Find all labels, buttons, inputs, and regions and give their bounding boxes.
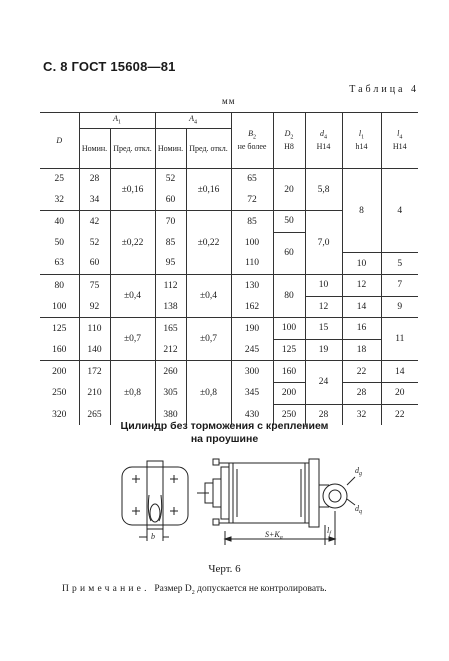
cell-l1: 16 (342, 318, 381, 340)
cell-A1: 34 (79, 190, 110, 211)
cell-B2: 245 (231, 339, 273, 361)
cell-l4: 4 (381, 169, 418, 253)
cell-l4: 22 (381, 404, 418, 425)
cell-A4-tol: ±0,8 (186, 361, 231, 425)
table-label: Таблица 4 (349, 84, 419, 95)
cell-A4: 138 (155, 296, 186, 318)
cell-l4: 20 (381, 382, 418, 404)
drawing-title (0, 420, 449, 446)
cell-l4: 5 (381, 253, 418, 275)
page-header: С. 8 ГОСТ 15608—81 (43, 59, 176, 74)
cell-d4: 7,0 (305, 211, 342, 275)
cell-d4: 24 (305, 361, 342, 404)
cell-l1: 8 (342, 169, 381, 253)
cell-A1: 42 (79, 211, 110, 233)
cell-l4: 9 (381, 296, 418, 318)
cell-B2: 65 (231, 169, 273, 190)
cell-D2: 50 (273, 211, 305, 233)
cell-A1: 110 (79, 318, 110, 340)
cell-D: 50 (40, 232, 79, 253)
cell-A4-tol: ±0,4 (186, 274, 231, 317)
cell-A1: 140 (79, 339, 110, 361)
cell-B2: 100 (231, 232, 273, 253)
label-lf: $l_f$ (327, 526, 331, 537)
cell-B2: 72 (231, 190, 273, 211)
cell-l1: 14 (342, 296, 381, 318)
cell-D2: 160 (273, 361, 305, 383)
col-header-A4-pred: Пред. откл. (186, 129, 231, 169)
cell-D2: 20 (273, 169, 305, 211)
drawing-caption: Черт. 6 (208, 563, 241, 575)
cell-A1-tol: ±0,4 (110, 274, 155, 317)
cell-A4-tol: ±0,7 (186, 318, 231, 361)
footnote-sub: 2 (191, 589, 195, 596)
col-header-A4-nom: Номин. (155, 129, 186, 169)
cell-D: 63 (40, 253, 79, 275)
cell-B2: 345 (231, 382, 273, 404)
cell-D: 100 (40, 296, 79, 318)
cell-l4: 14 (381, 361, 418, 383)
cell-B2: 110 (231, 253, 273, 275)
cell-D2: 100 (273, 318, 305, 340)
col-header-A4: $A_4$ (155, 113, 231, 129)
label-dq: $d_q$ (355, 504, 362, 515)
footnote (62, 584, 327, 596)
cell-D2: 60 (273, 232, 305, 274)
units-label: мм (222, 96, 236, 106)
cell-d4: 19 (305, 339, 342, 361)
cell-l1: 12 (342, 274, 381, 296)
cell-l4: 7 (381, 274, 418, 296)
cell-l1: 10 (342, 253, 381, 275)
cell-A4: 260 (155, 361, 186, 383)
col-header-A1-nom: Номин. (79, 129, 110, 169)
cell-D: 250 (40, 382, 79, 404)
col-header-d4: $d_4$ H14 (305, 113, 342, 169)
cell-D: 160 (40, 339, 79, 361)
cell-D: 125 (40, 318, 79, 340)
cell-A1: 60 (79, 253, 110, 275)
cell-D2: 200 (273, 382, 305, 404)
label-b: b (151, 532, 155, 541)
cell-D: 32 (40, 190, 79, 211)
cell-A1: 75 (79, 274, 110, 296)
cell-d4: 28 (305, 404, 342, 425)
cell-A1: 210 (79, 382, 110, 404)
cell-B2: 190 (231, 318, 273, 340)
cell-B2: 130 (231, 274, 273, 296)
col-header-l4: $l_4$ H14 (381, 113, 418, 169)
cell-D: 320 (40, 404, 79, 425)
footnote-label: Примечание. (62, 584, 150, 594)
end-view (122, 461, 188, 541)
cell-B2: 430 (231, 404, 273, 425)
cell-A1: 52 (79, 232, 110, 253)
cell-A4: 52 (155, 169, 186, 190)
cell-A1-tol: ±0,7 (110, 318, 155, 361)
cell-d4: 5,8 (305, 169, 342, 211)
spec-table (40, 112, 418, 425)
cell-A1-tol: ±0,16 (110, 169, 155, 211)
cell-A4: 70 (155, 211, 186, 233)
cell-A1: 92 (79, 296, 110, 318)
drawing-title-line2: на проушине (190, 433, 259, 445)
cell-d4: 15 (305, 318, 342, 340)
cell-D2: 250 (273, 404, 305, 425)
cell-l1: 22 (342, 361, 381, 383)
cell-D2: 125 (273, 339, 305, 361)
col-header-A1-pred: Пред. откл. (110, 129, 155, 169)
cell-A4: 165 (155, 318, 186, 340)
cell-A4: 60 (155, 190, 186, 211)
col-header-B2: $B_2$ не более (231, 113, 273, 169)
cell-B2: 85 (231, 211, 273, 233)
cell-l1: 18 (342, 339, 381, 361)
col-header-l1: $l_1$ h14 (342, 113, 381, 169)
cell-A1-tol: ±0,8 (110, 361, 155, 425)
cell-A4-tol: ±0,16 (186, 169, 231, 211)
cell-A4: 85 (155, 232, 186, 253)
cell-l1: 28 (342, 382, 381, 404)
cell-D: 200 (40, 361, 79, 383)
cell-B2: 300 (231, 361, 273, 383)
cell-A4: 212 (155, 339, 186, 361)
cell-A1: 28 (79, 169, 110, 190)
col-header-D2: $D_2$ H8 (273, 113, 305, 169)
label-dim: $S+K_a$ (265, 530, 283, 541)
footnote-text-pre: Размер D (154, 584, 192, 594)
cylinder-drawing (115, 455, 365, 555)
cell-D: 80 (40, 274, 79, 296)
cell-A4: 112 (155, 274, 186, 296)
cell-l1: 32 (342, 404, 381, 425)
cell-A4-tol: ±0,22 (186, 211, 231, 275)
col-header-A1: $A_1$ (79, 113, 155, 129)
cell-D: 40 (40, 211, 79, 233)
cell-B2: 162 (231, 296, 273, 318)
cell-D: 25 (40, 169, 79, 190)
cell-D2: 80 (273, 274, 305, 317)
footnote-text-post: допускается не контролировать. (194, 584, 327, 594)
cell-A1-tol: ±0,22 (110, 211, 155, 275)
cell-A4: 95 (155, 253, 186, 275)
drawing-title-line1: Цилиндр без торможения с креплением (120, 420, 329, 432)
cell-A1: 265 (79, 404, 110, 425)
cell-d4: 10 (305, 274, 342, 296)
cell-A4: 305 (155, 382, 186, 404)
cell-A4: 380 (155, 404, 186, 425)
col-header-D: D (40, 113, 79, 169)
label-dg: $d_g$ (355, 466, 362, 477)
cell-A1: 172 (79, 361, 110, 383)
cell-l4: 11 (381, 318, 418, 361)
cell-d4: 12 (305, 296, 342, 318)
